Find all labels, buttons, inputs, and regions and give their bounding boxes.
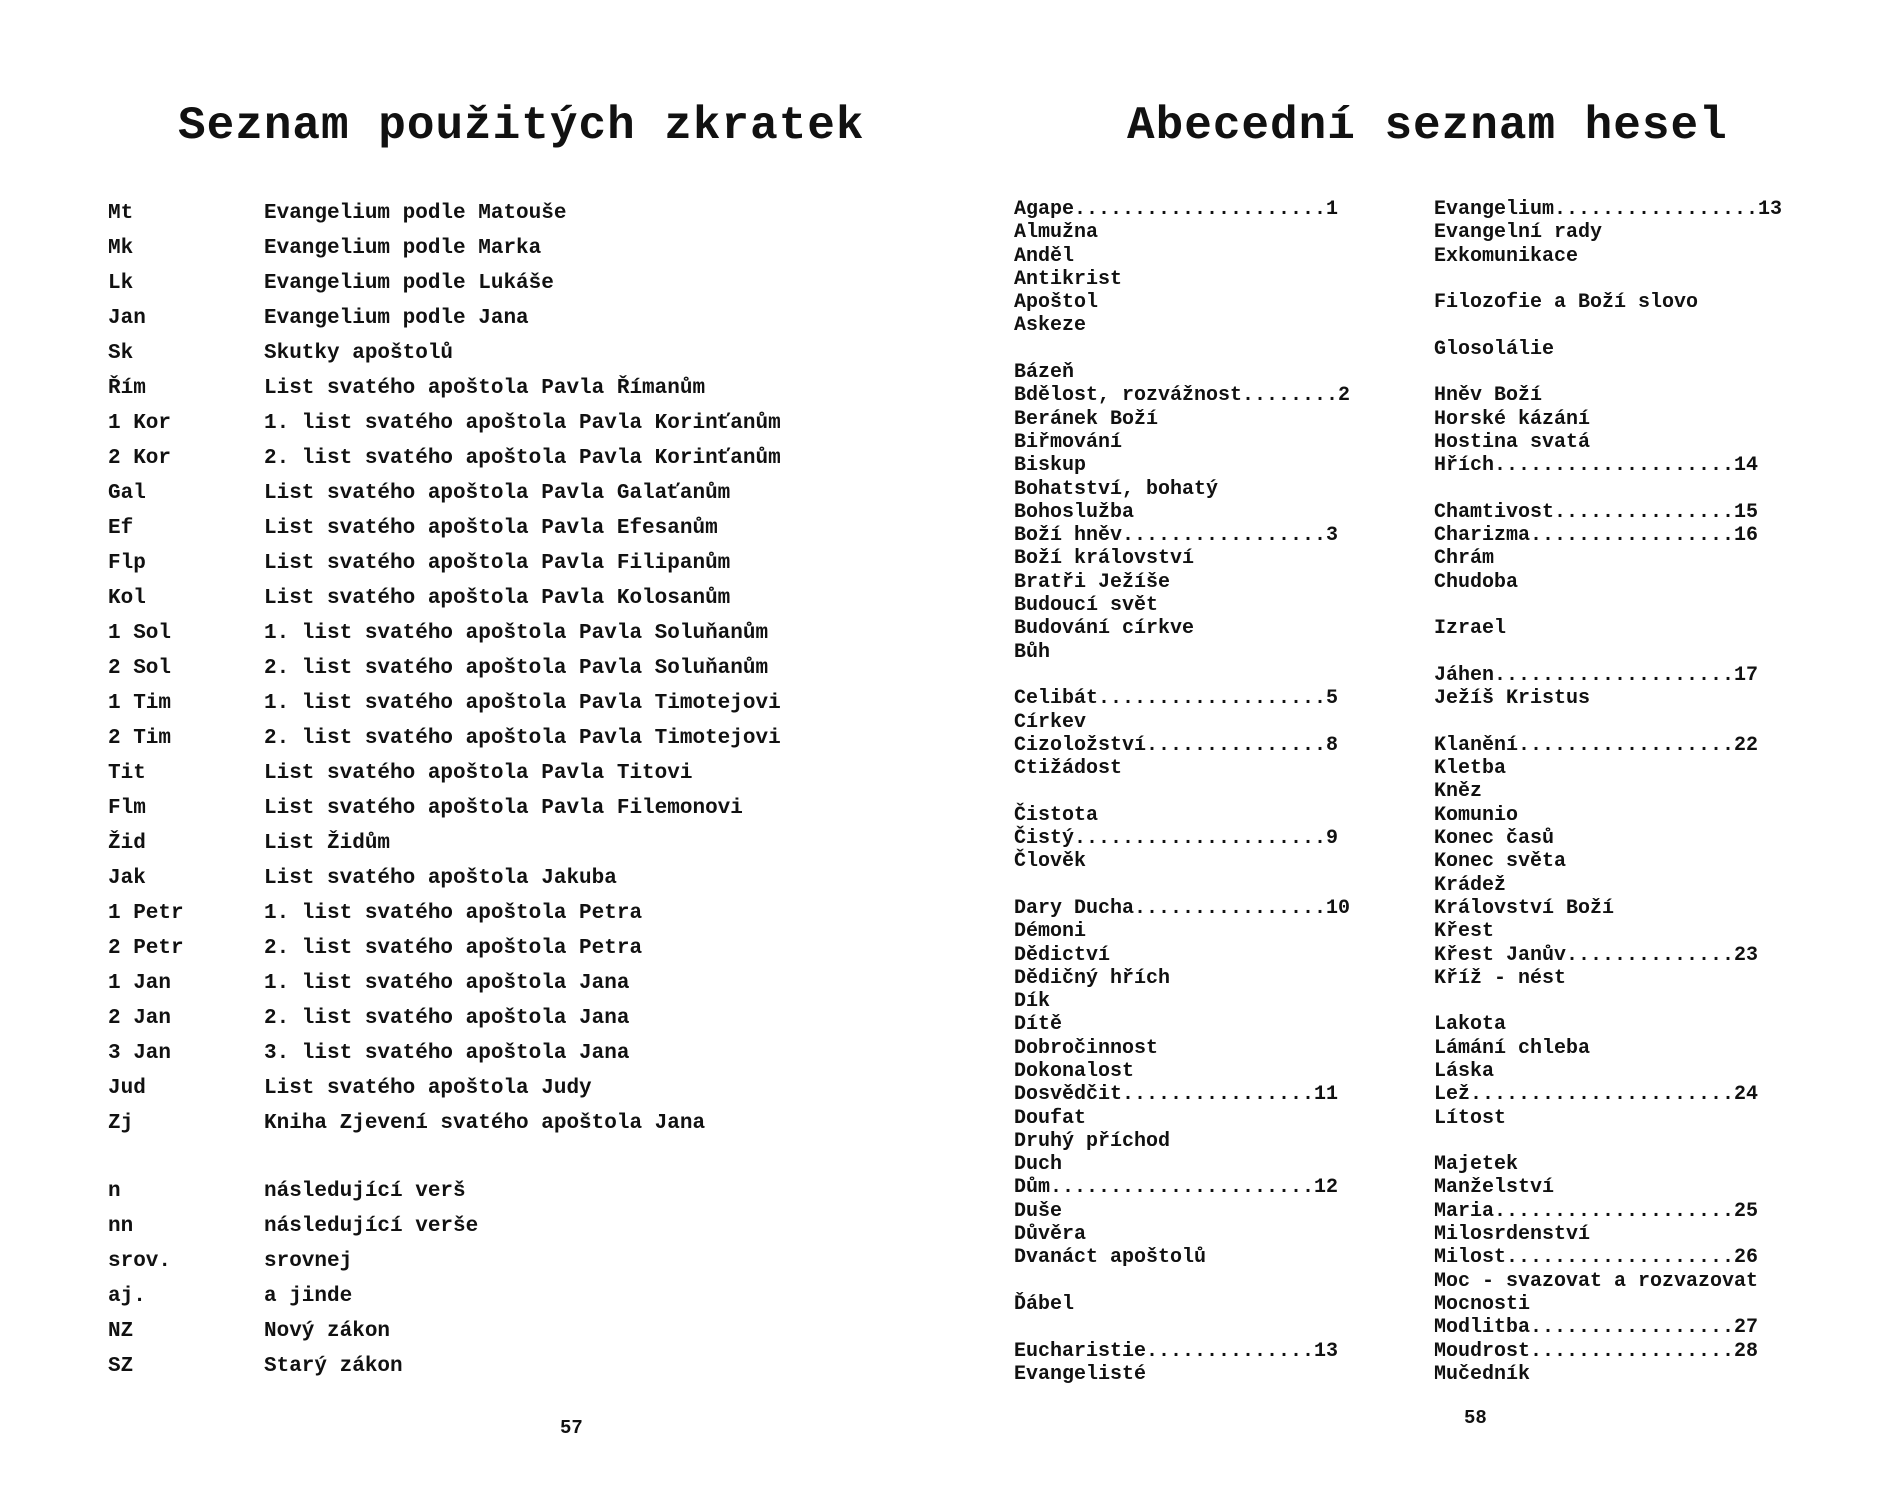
abbreviation-code: 1 Kor bbox=[108, 412, 172, 435]
index-entry: Budování církve bbox=[1014, 617, 1195, 641]
index-entry: Ježíš Kristus bbox=[1434, 687, 1591, 711]
abbreviation-row bbox=[108, 616, 781, 651]
abbreviation-row bbox=[108, 266, 781, 301]
index-entry: Agape.....................1 bbox=[1014, 198, 1339, 221]
abbreviation-code: 1 Tim bbox=[108, 692, 172, 715]
abbreviation-code: Mk bbox=[108, 237, 134, 260]
index-entry: Dary Ducha................10 bbox=[1014, 896, 1351, 920]
index-entry: Království Boží bbox=[1434, 896, 1615, 920]
page-number: 58 bbox=[1464, 1407, 1487, 1429]
index-entry: Evangelní rady bbox=[1434, 221, 1603, 245]
abbreviation-code: 1 Petr bbox=[108, 902, 184, 925]
abbreviation-code: 1 Sol bbox=[108, 622, 172, 645]
index-entry: Evangelisté bbox=[1014, 1362, 1147, 1386]
index-gap bbox=[1014, 338, 1350, 361]
index-entry: Dům......................12 bbox=[1014, 1176, 1339, 1200]
index-entry: Askeze bbox=[1014, 314, 1087, 338]
abbreviation-meaning: Nový zákon bbox=[264, 1320, 391, 1343]
abbreviation-code: 2 Kor bbox=[108, 447, 172, 470]
index-entry: Dědičný hřích bbox=[1014, 966, 1171, 990]
abbreviation-code: Gal bbox=[108, 482, 146, 505]
index-entry: Modlitba.................27 bbox=[1434, 1316, 1759, 1340]
index-entry: Biřmování bbox=[1014, 430, 1123, 454]
abbreviation-row bbox=[108, 231, 781, 266]
abbreviation-code: n bbox=[108, 1180, 121, 1203]
abbreviation-code: NZ bbox=[108, 1320, 134, 1343]
abbreviation-row bbox=[108, 301, 781, 336]
index-entry: Hněv Boží bbox=[1434, 384, 1543, 408]
index-entry: Dosvědčit................11 bbox=[1014, 1083, 1339, 1107]
index-entry: Evangelium.................13 bbox=[1434, 198, 1783, 221]
index-gap bbox=[1434, 990, 1782, 1013]
index-entry: Celibát...................5 bbox=[1014, 687, 1339, 711]
index-gap bbox=[1014, 1316, 1350, 1339]
abbreviation-row bbox=[108, 1209, 781, 1244]
index-entry: Budoucí svět bbox=[1014, 594, 1159, 618]
index-entry: Glosolálie bbox=[1434, 337, 1555, 361]
abbreviation-row bbox=[108, 651, 781, 686]
abbreviation-row bbox=[108, 826, 781, 861]
index-entry: Anděl bbox=[1014, 244, 1075, 268]
abbreviation-meaning: Kniha Zjevení svatého apoštola Jana bbox=[264, 1112, 706, 1135]
abbreviation-row bbox=[108, 371, 781, 406]
index-gap bbox=[1014, 1270, 1350, 1293]
abbreviation-row bbox=[108, 1349, 781, 1384]
abbreviation-meaning: List svatého apoštola Pavla Efesanům bbox=[264, 517, 718, 540]
index-gap bbox=[1434, 314, 1782, 337]
index-entry: Izrael bbox=[1434, 617, 1507, 641]
index-entry: Duše bbox=[1014, 1199, 1063, 1223]
abbreviation-code: Lk bbox=[108, 272, 134, 295]
index-entry: Dobročinnost bbox=[1014, 1036, 1159, 1060]
index-entry: Mocnosti bbox=[1434, 1292, 1531, 1316]
list-gap bbox=[108, 1141, 781, 1174]
index-gap bbox=[1014, 664, 1350, 687]
index-entry: Doufat bbox=[1014, 1106, 1087, 1130]
index-entry: Člověk bbox=[1014, 850, 1087, 874]
abbreviation-meaning: 1. list svatého apoštola Jana bbox=[264, 972, 630, 995]
abbreviation-code: Flm bbox=[108, 797, 146, 820]
index-entry: Křest bbox=[1434, 920, 1495, 944]
abbreviation-meaning: 1. list svatého apoštola Petra bbox=[264, 902, 643, 925]
abbreviation-meaning: Evangelium podle Matouše bbox=[264, 202, 567, 225]
abbreviation-meaning: 3. list svatého apoštola Jana bbox=[264, 1042, 630, 1065]
abbreviation-code: Kol bbox=[108, 587, 146, 610]
index-entry: Kněz bbox=[1434, 780, 1483, 804]
abbreviation-meaning: List svatého apoštola Pavla Titovi bbox=[264, 762, 693, 785]
index-entry: Manželství bbox=[1434, 1176, 1555, 1200]
index-entry: Bdělost, rozvážnost........2 bbox=[1014, 384, 1351, 408]
index-entry: Bratři Ježíše bbox=[1014, 570, 1171, 594]
abbreviation-row bbox=[108, 756, 781, 791]
index-entry: Dvanáct apoštolů bbox=[1014, 1246, 1207, 1270]
index-entry: Lakota bbox=[1434, 1013, 1507, 1037]
abbreviation-code: Tit bbox=[108, 762, 146, 785]
index-entry: Čistý.....................9 bbox=[1014, 827, 1339, 851]
abbreviation-code: Jud bbox=[108, 1077, 146, 1100]
abbreviation-code: 2 Sol bbox=[108, 657, 172, 680]
abbreviation-meaning: Starý zákon bbox=[264, 1355, 403, 1378]
abbreviation-code: Ef bbox=[108, 517, 134, 540]
index-entry: Ďábel bbox=[1014, 1292, 1075, 1316]
abbreviation-code: Mt bbox=[108, 202, 134, 225]
index-entry: Lámání chleba bbox=[1434, 1036, 1591, 1060]
index-entry: Eucharistie..............13 bbox=[1014, 1339, 1339, 1363]
index-entry: Lítost bbox=[1434, 1106, 1507, 1130]
index-entry: Duch bbox=[1014, 1153, 1063, 1177]
index-entry: Druhý příchod bbox=[1014, 1129, 1171, 1153]
abbreviation-code: 1 Jan bbox=[108, 972, 172, 995]
index-entry: Láska bbox=[1434, 1059, 1495, 1083]
abbreviation-meaning: 2. list svatého apoštola Petra bbox=[264, 937, 643, 960]
abbreviation-row bbox=[108, 1071, 781, 1106]
abbreviation-code: Řím bbox=[108, 377, 146, 400]
index-entry: Kletba bbox=[1434, 757, 1507, 781]
index-gap bbox=[1434, 1130, 1782, 1153]
index-entry: Antikrist bbox=[1014, 267, 1123, 291]
index-entry: Milosrdenství bbox=[1434, 1223, 1591, 1247]
abbreviation-row bbox=[108, 1106, 781, 1141]
abbreviation-row bbox=[108, 406, 781, 441]
abbreviation-row bbox=[108, 1244, 781, 1279]
abbreviation-code: aj. bbox=[108, 1285, 146, 1308]
index-entry: Bohatství, bohatý bbox=[1014, 477, 1219, 501]
abbreviation-row bbox=[108, 546, 781, 581]
index-entry: Moc - svazovat a rozvazovat bbox=[1434, 1269, 1759, 1293]
abbreviation-meaning: 2. list svatého apoštola Jana bbox=[264, 1007, 630, 1030]
index-gap bbox=[1434, 711, 1782, 734]
index-entry: Almužna bbox=[1014, 221, 1099, 245]
abbreviation-meaning: a jinde bbox=[264, 1285, 353, 1308]
abbreviation-meaning: List svatého apoštola Pavla Galaťanům bbox=[264, 482, 731, 505]
index-entry: Filozofie a Boží slovo bbox=[1434, 291, 1699, 315]
abbreviation-row bbox=[108, 1001, 781, 1036]
index-entry: Křest Janův..............23 bbox=[1434, 943, 1759, 967]
index-entry: Lež......................24 bbox=[1434, 1083, 1759, 1107]
index-entry: Důvěra bbox=[1014, 1223, 1087, 1247]
index-gap bbox=[1014, 874, 1350, 897]
index-entry: Moudrost.................28 bbox=[1434, 1339, 1759, 1363]
abbreviation-meaning: následující verše bbox=[264, 1215, 479, 1238]
index-entry: Konec světa bbox=[1434, 850, 1567, 874]
index-entry: Majetek bbox=[1434, 1153, 1519, 1177]
index-entry: Boží království bbox=[1014, 547, 1195, 571]
index-entry: Hostina svatá bbox=[1434, 430, 1591, 454]
abbreviation-meaning: List svatého apoštola Judy bbox=[264, 1077, 592, 1100]
abbreviation-code: Zj bbox=[108, 1112, 134, 1135]
abbreviation-meaning: Evangelium podle Marka bbox=[264, 237, 542, 260]
index-entry: Čistota bbox=[1014, 803, 1099, 827]
abbreviation-code: Žid bbox=[108, 832, 146, 855]
index-gap bbox=[1434, 478, 1782, 501]
page-title: Seznam použitých zkratek bbox=[178, 100, 865, 152]
abbreviation-meaning: 2. list svatého apoštola Pavla Soluňanům bbox=[264, 657, 769, 680]
abbreviation-row bbox=[108, 336, 781, 371]
abbreviation-row bbox=[108, 511, 781, 546]
abbreviation-row bbox=[108, 791, 781, 826]
index-entry: Jáhen....................17 bbox=[1434, 663, 1759, 687]
abbreviation-code: nn bbox=[108, 1215, 134, 1238]
index-gap bbox=[1434, 641, 1782, 664]
right-page bbox=[940, 0, 1898, 1500]
index-entry: Hřích....................14 bbox=[1434, 454, 1759, 478]
index-entry: Chudoba bbox=[1434, 570, 1519, 594]
abbreviation-row bbox=[108, 896, 781, 931]
index-entry: Kříž - nést bbox=[1434, 966, 1567, 990]
index-entry: Maria....................25 bbox=[1434, 1199, 1759, 1223]
index-gap bbox=[1434, 268, 1782, 291]
abbreviation-row bbox=[108, 581, 781, 616]
abbreviation-row bbox=[108, 1314, 781, 1349]
abbreviation-code: Jak bbox=[108, 867, 146, 890]
abbreviation-meaning: následující verš bbox=[264, 1180, 466, 1203]
abbreviation-meaning: Evangelium podle Jana bbox=[264, 307, 529, 330]
page-title: Abecední seznam hesel bbox=[1127, 100, 1728, 152]
index-entry: Cizoložství...............8 bbox=[1014, 733, 1339, 757]
abbreviation-row bbox=[108, 861, 781, 896]
left-page bbox=[0, 0, 940, 1500]
abbreviation-meaning: List svatého apoštola Jakuba bbox=[264, 867, 617, 890]
index-entry: Mučedník bbox=[1434, 1362, 1531, 1386]
abbreviation-row bbox=[108, 686, 781, 721]
index-entry: Chrám bbox=[1434, 547, 1495, 571]
abbreviation-code: 2 Petr bbox=[108, 937, 184, 960]
abbreviation-meaning: 1. list svatého apoštola Pavla Soluňanům bbox=[264, 622, 769, 645]
index-entry: Bázeň bbox=[1014, 361, 1075, 385]
index-gap bbox=[1434, 594, 1782, 617]
abbreviation-meaning: 1. list svatého apoštola Pavla Korinťanům bbox=[264, 412, 781, 435]
abbreviation-meaning: 2. list svatého apoštola Pavla Korinťanům bbox=[264, 447, 781, 470]
abbreviation-row bbox=[108, 931, 781, 966]
abbreviation-code: 2 Tim bbox=[108, 727, 172, 750]
index-entry: Klanění..................22 bbox=[1434, 733, 1759, 757]
index-gap bbox=[1014, 780, 1350, 803]
abbreviation-code: Sk bbox=[108, 342, 134, 365]
abbreviation-meaning: srovnej bbox=[264, 1250, 353, 1273]
abbreviation-row bbox=[108, 966, 781, 1001]
abbreviation-meaning: 1. list svatého apoštola Pavla Timotejovi bbox=[264, 692, 781, 715]
abbreviation-code: Flp bbox=[108, 552, 146, 575]
abbreviation-row bbox=[108, 1036, 781, 1071]
abbreviation-row bbox=[108, 721, 781, 756]
abbreviation-code: 2 Jan bbox=[108, 1007, 172, 1030]
index-entry: Milost...................26 bbox=[1434, 1246, 1759, 1270]
index-entry: Apoštol bbox=[1014, 291, 1099, 315]
index-entry: Dokonalost bbox=[1014, 1059, 1135, 1083]
abbreviation-meaning: Evangelium podle Lukáše bbox=[264, 272, 554, 295]
abbreviation-code: srov. bbox=[108, 1250, 172, 1273]
abbreviation-meaning: List svatého apoštola Pavla Kolosanům bbox=[264, 587, 731, 610]
abbreviation-meaning: Skutky apoštolů bbox=[264, 342, 454, 365]
index-entry: Exkomunikace bbox=[1434, 244, 1579, 268]
abbreviation-code: SZ bbox=[108, 1355, 134, 1378]
index-entry: Církev bbox=[1014, 710, 1087, 734]
abbreviation-row bbox=[108, 441, 781, 476]
abbreviation-code: 3 Jan bbox=[108, 1042, 172, 1065]
index-gap bbox=[1434, 361, 1782, 384]
index-entry: Beránek Boží bbox=[1014, 407, 1159, 431]
index-entry: Konec časů bbox=[1434, 827, 1555, 851]
abbreviation-meaning: List svatého apoštola Pavla Římanům bbox=[264, 377, 706, 400]
abbreviation-meaning: 2. list svatého apoštola Pavla Timotejovi bbox=[264, 727, 781, 750]
abbreviation-row bbox=[108, 196, 781, 231]
index-entry: Dík bbox=[1014, 990, 1051, 1014]
abbreviation-meaning: List svatého apoštola Pavla Filipanům bbox=[264, 552, 731, 575]
index-entry: Ctižádost bbox=[1014, 757, 1123, 781]
index-entry: Chamtivost...............15 bbox=[1434, 500, 1759, 524]
index-entry: Charizma.................16 bbox=[1434, 524, 1759, 548]
index-entry: Biskup bbox=[1014, 454, 1087, 478]
abbreviation-code: Jan bbox=[108, 307, 146, 330]
index-entry: Bohoslužba bbox=[1014, 500, 1135, 524]
index-entry: Dědictví bbox=[1014, 943, 1111, 967]
index-entry: Horské kázání bbox=[1434, 407, 1591, 431]
page-number: 57 bbox=[560, 1417, 583, 1439]
index-entry: Komunio bbox=[1434, 803, 1519, 827]
abbreviation-row bbox=[108, 1279, 781, 1314]
index-entry: Krádež bbox=[1434, 873, 1507, 897]
abbreviation-list bbox=[108, 196, 781, 1384]
index-column-2 bbox=[1434, 198, 1782, 1386]
index-entry: Dítě bbox=[1014, 1013, 1063, 1037]
abbreviation-meaning: List svatého apoštola Pavla Filemonovi bbox=[264, 797, 743, 820]
index-column-1 bbox=[1014, 198, 1350, 1386]
abbreviation-row bbox=[108, 1174, 781, 1209]
index-entry: Boží hněv.................3 bbox=[1014, 524, 1339, 548]
index-entry: Bůh bbox=[1014, 640, 1051, 664]
index-entry: Démoni bbox=[1014, 920, 1087, 944]
abbreviation-row bbox=[108, 476, 781, 511]
abbreviation-meaning: List Židům bbox=[264, 832, 391, 855]
